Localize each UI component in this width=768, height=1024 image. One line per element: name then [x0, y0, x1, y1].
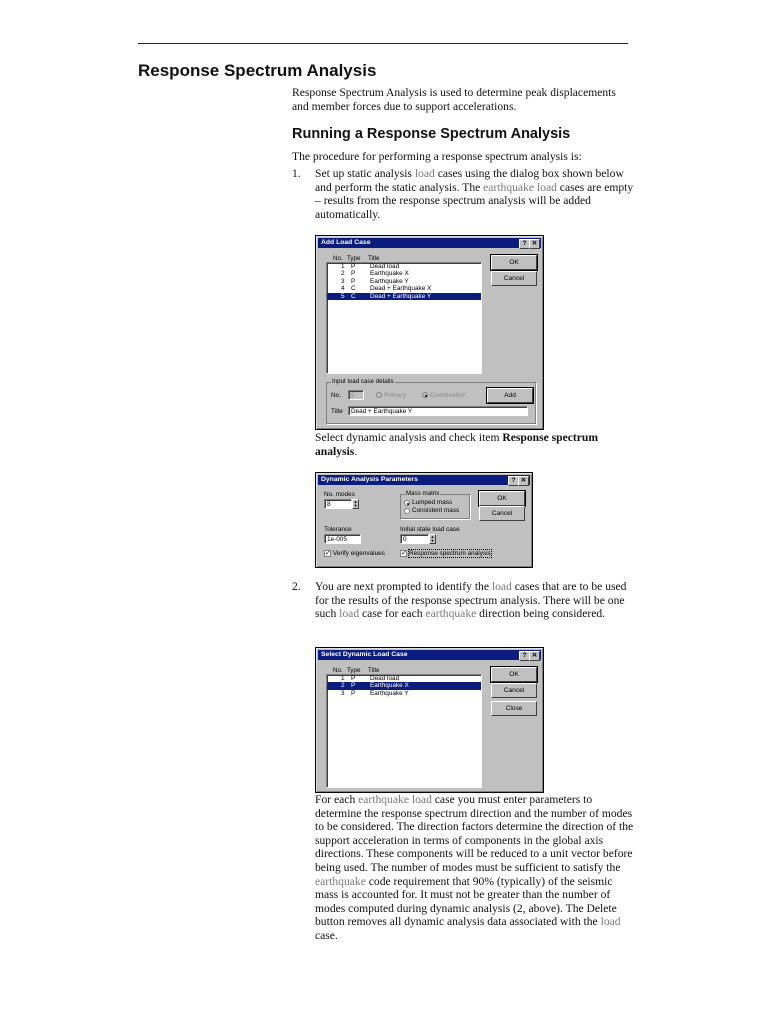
- cancel-button[interactable]: Cancel: [491, 271, 537, 286]
- final-text-a: For each: [315, 793, 359, 806]
- load-case-list[interactable]: [326, 674, 482, 788]
- ok-button[interactable]: OK: [491, 667, 537, 682]
- help-icon[interactable]: ?: [519, 651, 530, 661]
- help-icon[interactable]: ?: [519, 239, 530, 249]
- step-1-number: 1.: [292, 167, 301, 180]
- step-2-text-c: case for each: [359, 607, 426, 621]
- keyword-load[interactable]: load: [600, 915, 621, 929]
- title-field[interactable]: Dead + Earthquake Y: [348, 406, 528, 416]
- dialog-title: Select Dynamic Load Case: [321, 651, 408, 658]
- step-2-text-b: cases that are to be used for the results of the response spectrum analysis. There will be one such: [315, 580, 627, 621]
- keyword-earthquake[interactable]: earthquake: [358, 793, 409, 806]
- dialog-title: Add Load Case: [321, 239, 371, 246]
- step-1-text-d: cases are empty – results from the response spectrum analysis will be added automatically.: [315, 180, 634, 221]
- initial-state-label: Initial state load case: [400, 526, 460, 533]
- keyword-earthquake[interactable]: earthquake: [315, 874, 366, 888]
- response-spectrum-checkbox[interactable]: ✓: [401, 550, 407, 557]
- row-title: Dead load: [370, 675, 400, 682]
- keyword-load[interactable]: load: [414, 167, 435, 180]
- cancel-button[interactable]: Cancel: [479, 506, 525, 521]
- lumped-label: Lumped mass: [412, 499, 453, 506]
- section-heading: Running a Response Spectrum Analysis: [292, 126, 571, 142]
- initial-state-field[interactable]: 0: [400, 534, 429, 544]
- close-icon[interactable]: ✕: [529, 239, 540, 249]
- list-item[interactable]: [327, 278, 481, 285]
- final-text-d: case.: [315, 928, 338, 942]
- final-text-c: code requirement that 90% (typically) of the seismic mass is accounted for. It must not be greater than the number of modes computed during dynamic analysis (2, above). The Delete button removes all dynamic analysis data associated with the: [315, 874, 617, 929]
- row-title: Dead + Earthquake Y: [370, 292, 432, 300]
- keyword-load[interactable]: load: [536, 180, 557, 194]
- row-no: 1: [341, 263, 345, 270]
- add-load-case-dialog: [315, 235, 544, 430]
- row-no: 1: [341, 675, 345, 682]
- page-title: Response Spectrum Analysis: [138, 61, 377, 80]
- select-dynamic-text: [315, 431, 635, 458]
- intro-paragraph: [292, 86, 632, 113]
- group-label: Input load case details: [332, 378, 394, 385]
- row-no: 3: [341, 689, 345, 697]
- row-title: Earthquake Y: [370, 689, 409, 697]
- no-label: No.: [331, 392, 341, 399]
- keyword-earthquake[interactable]: earthquake: [483, 180, 535, 194]
- step-2-number: 2.: [292, 580, 301, 593]
- keyword-load[interactable]: load: [339, 607, 360, 621]
- group-label: Mass matrix: [406, 490, 440, 497]
- verify-label: Verify eigenvalues: [333, 550, 385, 557]
- list-item[interactable]: [327, 690, 481, 697]
- step-2-text: [315, 580, 635, 621]
- step-1-text-b: cases using the dialog box shown below and perform the static analysis. The: [315, 167, 624, 194]
- close-icon[interactable]: ✕: [529, 651, 540, 661]
- keyword-load[interactable]: load: [411, 793, 432, 806]
- intro-text: Response Spectrum Analysis is used to determine peak displacements and member forces due to support accelerations.: [292, 86, 616, 113]
- row-no: 4: [341, 285, 345, 293]
- input-details-group: [326, 378, 536, 424]
- step-1-text-a: Set up static analysis: [315, 167, 415, 180]
- keyword-earthquake[interactable]: earthquake: [425, 607, 477, 621]
- primary-label: Primary: [384, 392, 407, 399]
- top-rule: [138, 43, 628, 44]
- select-dynamic-bold: Response spectrum analysis: [315, 431, 599, 458]
- dialog-title: Dynamic Analysis Parameters: [321, 476, 418, 483]
- list-item[interactable]: [327, 675, 481, 682]
- combination-radio[interactable]: [422, 392, 428, 398]
- col-header-type: Type: [347, 667, 361, 674]
- list-item-selected[interactable]: [327, 293, 481, 300]
- dynamic-analysis-dialog: [315, 472, 533, 568]
- mass-matrix-group: [400, 490, 470, 519]
- tolerance-label: Tolerance: [324, 526, 352, 533]
- row-title: Earthquake Y: [370, 277, 409, 285]
- ok-button[interactable]: OK: [479, 491, 525, 506]
- list-item[interactable]: [327, 285, 481, 292]
- list-item[interactable]: [327, 263, 481, 270]
- row-type: P: [351, 682, 356, 690]
- keyword-load[interactable]: load: [491, 580, 512, 593]
- select-dynamic-b: .: [354, 444, 358, 458]
- row-type: P: [351, 675, 356, 682]
- col-header-no: No.: [333, 255, 343, 262]
- response-spectrum-label: Response spectrum analysis: [409, 550, 491, 557]
- consistent-radio[interactable]: [404, 508, 410, 514]
- row-type: P: [351, 270, 356, 278]
- col-header-title: Title: [368, 255, 380, 262]
- step-1-text: [315, 167, 635, 221]
- combination-label: Combination: [430, 392, 466, 399]
- title-label: Title: [331, 408, 343, 415]
- add-button[interactable]: Add: [487, 388, 533, 403]
- close-button[interactable]: Close: [491, 701, 537, 716]
- row-title: Earthquake X: [370, 682, 409, 690]
- help-icon[interactable]: ?: [508, 476, 519, 486]
- lumped-radio[interactable]: [404, 500, 410, 506]
- dialog-titlebar: [318, 475, 530, 485]
- row-type: C: [351, 292, 356, 300]
- cancel-button[interactable]: Cancel: [491, 683, 537, 698]
- list-item-selected[interactable]: [327, 682, 481, 689]
- final-text-b: case you must enter parameters to determine the response spectrum direction and the number of modes to be considered. The direction factors determine the direction of the support acceleration in terms of components in the global axis directions. These components will be reduced to a unit vector before being used. The number of modes must be sufficient to satisfy the: [315, 793, 634, 874]
- close-icon[interactable]: ✕: [518, 476, 529, 486]
- consistent-label: Consistent mass: [412, 507, 460, 514]
- row-no: 3: [341, 277, 345, 285]
- row-type: P: [351, 277, 356, 285]
- row-no: 2: [341, 682, 345, 690]
- row-title: Earthquake X: [370, 270, 409, 278]
- row-no: 2: [341, 270, 345, 278]
- ok-button[interactable]: OK: [491, 255, 537, 270]
- row-title: Dead load: [370, 263, 400, 270]
- verify-checkbox[interactable]: ✓: [325, 550, 331, 557]
- spinner-icon[interactable]: ▲ ▼: [353, 499, 358, 508]
- procedure-text: The procedure for performing a response spectrum analysis is:: [292, 150, 582, 163]
- row-type: P: [351, 689, 356, 697]
- spinner-icon[interactable]: ▲ ▼: [430, 534, 435, 543]
- step-2-text-a: You are next prompted to identify the: [315, 580, 492, 593]
- primary-radio[interactable]: [376, 392, 382, 398]
- list-item[interactable]: [327, 270, 481, 277]
- row-type: C: [351, 285, 356, 293]
- dialog-titlebar: [318, 650, 541, 660]
- row-title: Dead + Earthquake X: [370, 285, 432, 293]
- final-paragraph: [315, 793, 635, 943]
- row-no: 5: [341, 292, 345, 300]
- tolerance-field[interactable]: 1e-005: [324, 534, 361, 544]
- step-2-text-d: direction being considered.: [476, 607, 606, 621]
- no-modes-field[interactable]: 8: [324, 499, 352, 509]
- col-header-type: Type: [347, 255, 361, 262]
- col-header-title: Title: [368, 667, 380, 674]
- row-type: P: [351, 263, 356, 270]
- load-case-list[interactable]: [326, 262, 482, 374]
- select-dynamic-a: Select dynamic analysis and check item: [315, 431, 503, 444]
- no-field[interactable]: 5: [348, 390, 364, 400]
- dialog-titlebar: [318, 238, 541, 248]
- col-header-no: No.: [333, 667, 343, 674]
- select-dynamic-load-dialog: [315, 647, 544, 793]
- no-modes-label: No. modes: [324, 491, 355, 498]
